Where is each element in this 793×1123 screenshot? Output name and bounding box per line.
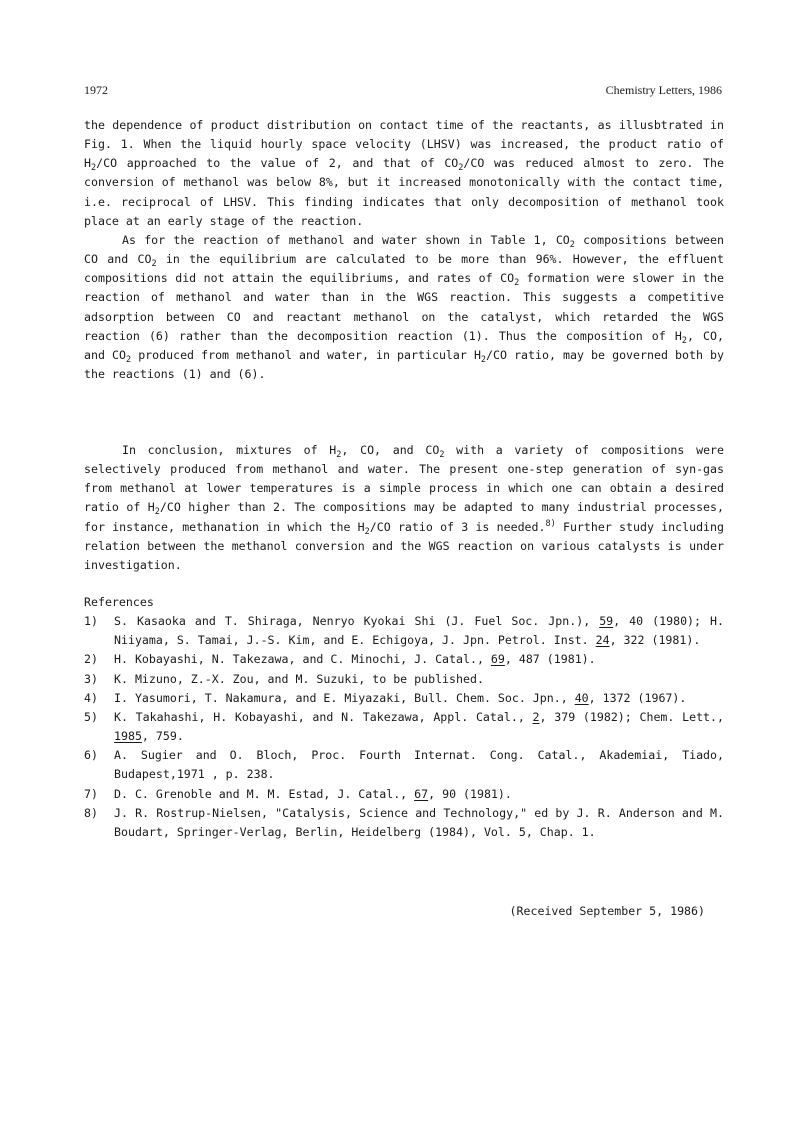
reference-text: I. Yasumori, T. Nakamura, and E. Miyazaki, Bull. Chem. Soc. Jpn., 40, 1372 (1967).	[114, 690, 687, 705]
reference-item	[84, 689, 724, 708]
body-text	[84, 116, 724, 384]
reference-text: S. Kasaoka and T. Shiraga, Nenryo Kyokai Shi (J. Fuel Soc. Jpn.), 59, 40 (1980); H. Niiyama, S. Tamai, J.-S. Kim, and E. Echigoya, J. Jpn. Petrol. Inst. 24, 322 (1981).	[114, 614, 725, 648]
reference-number: 8)	[84, 805, 98, 820]
reference-text: A. Sugier and O. Bloch, Proc. Fourth Internat. Cong. Catal., Akademiai, Tiado, Budapest,1971 , p. 238.	[114, 748, 724, 782]
reference-text: H. Kobayashi, N. Takezawa, and C. Minochi, J. Catal., 69, 487 (1981).	[114, 652, 596, 667]
reference-item	[84, 804, 724, 842]
reference-item	[84, 708, 724, 746]
references-section	[84, 593, 724, 842]
reference-number: 5)	[84, 709, 98, 724]
paragraph-1: the dependence of product distribution on contact time of the reactants, as illusbtrated in Fig. 1. When the liquid hourly space velocity (LHSV) was increased, the product ratio of $H_2/CO$ approached to the value of 2, and that of $CO_2/CO$ was reduced almost to zero. The conversion of methanol was below 8%, but it increased monotonically with the contact time, i.e. reciprocal of LHSV. This finding indicates that only decomposition of methanol took place at an early stage of the reaction.	[84, 118, 724, 228]
received-date: (Received September 5, 1986)	[509, 904, 705, 918]
conclusion-text	[84, 441, 724, 575]
reference-number: 3)	[84, 671, 98, 686]
reference-number: 6)	[84, 748, 98, 763]
reference-text: D. C. Grenoble and M. M. Estad, J. Catal., 67, 90 (1981).	[114, 786, 512, 801]
reference-item	[84, 746, 724, 784]
reference-list	[84, 612, 724, 842]
reference-item	[84, 785, 724, 804]
reference-number: 7)	[84, 786, 98, 801]
page-number: 1972	[84, 83, 108, 97]
reference-text: J. R. Rostrup-Nielsen, "Catalysis, Science and Technology," ed by J. R. Anderson and M. Boudart, Springer-Verlag, Berlin, Heidelberg (1984), Vol. 5, Chap. 1.	[114, 805, 724, 839]
reference-item	[84, 612, 724, 650]
paragraph-3: In conclusion, mixtures of $H_2$, CO, and $CO_2$ with a variety of compositions were selectively produced from methanol and water. The present one-step generation of syn-gas from methanol at lower temperatures is a simple process in which one can obtain a desired ratio of $H_2/CO$ higher than 2. The compositions may be adapted to many industrial processes, for instance, methanation in which the $H_2/CO$ ratio of 3 is needed.$^{8)}$ Further study including relation between the methanol conversion and the WGS reaction on various catalysts is under investigation.	[84, 443, 725, 572]
references-title: References	[84, 595, 154, 609]
reference-number: 1)	[84, 614, 98, 629]
reference-item	[84, 670, 724, 689]
reference-text: K. Mizuno, Z.-X. Zou, and M. Suzuki, to be published.	[114, 671, 484, 686]
reference-item	[84, 650, 724, 669]
reference-number: 4)	[84, 690, 98, 705]
paragraph-2: As for the reaction of methanol and water shown in Table 1, $CO_2$ compositions between CO and $CO_2$ in the equilibrium are calculated to be more than 96%. However, the effluent compositions did not attain the equilibriums, and rates of $CO_2$ formation were slower in the reaction of methanol and water than in the WGS reaction. This suggests a competitive adsorption between CO and reactant methanol on the catalyst, which retarded the WGS reaction (6) rather than the decomposition reaction (1). Thus the composition of $H_2$, CO, and $CO_2$ produced from methanol and water, in particular $H_2/CO$ ratio, may be governed both by the reactions (1) and (6).	[84, 232, 724, 382]
journal-header: Chemistry Letters, 1986	[605, 83, 722, 97]
reference-text: K. Takahashi, H. Kobayashi, and N. Takezawa, Appl. Catal., 2, 379 (1982); Chem. Lett., 1985, 759.	[114, 709, 724, 744]
reference-number: 2)	[84, 652, 98, 667]
